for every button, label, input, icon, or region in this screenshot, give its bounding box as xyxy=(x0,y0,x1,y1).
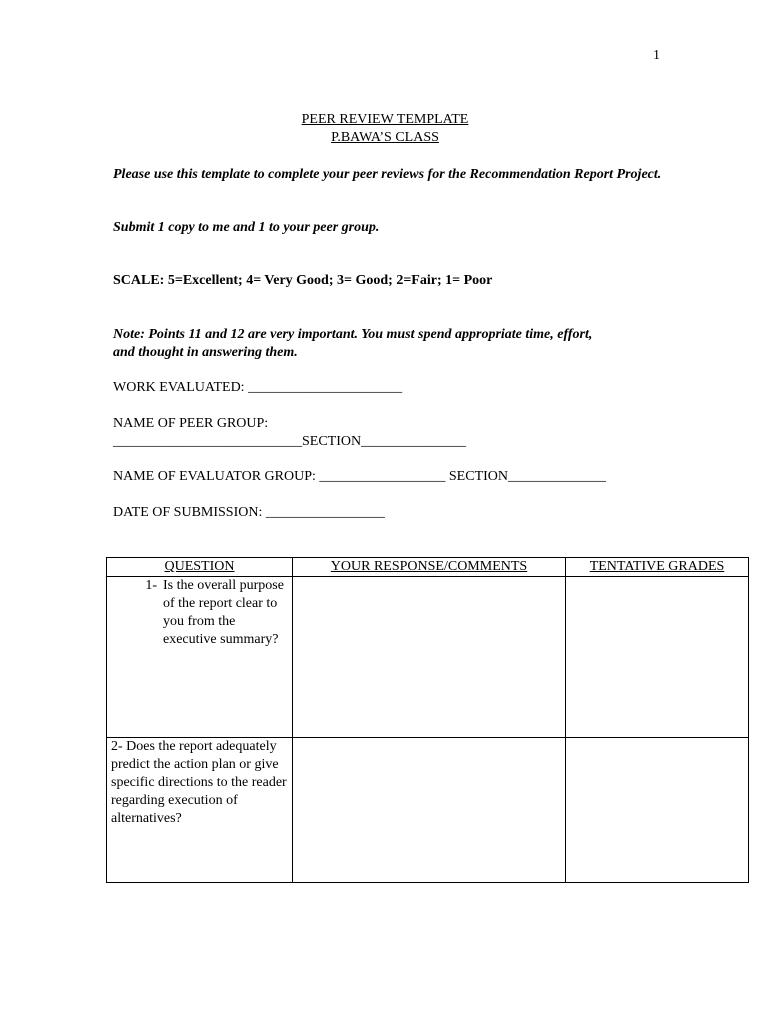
grade-cell[interactable] xyxy=(566,738,749,883)
response-cell[interactable] xyxy=(293,577,566,738)
header-response: YOUR RESPONSE/COMMENTS xyxy=(293,558,566,577)
question-cell xyxy=(107,577,293,738)
question-number: 1- xyxy=(145,578,157,593)
question-text: 2- Does the report adequately predict the action plan or give specific directions to the reader regarding execution of alternatives? xyxy=(111,739,287,826)
evaluator-group-field: NAME OF EVALUATOR GROUP: __________________ SECTION______________ xyxy=(113,469,607,484)
note-line-1: Note: Points 11 and 12 are very important. You must spend appropriate time, effort, xyxy=(113,327,593,342)
grade-cell[interactable] xyxy=(566,577,749,738)
intro-instructions: Please use this template to complete your peer reviews for the Recommendation Report Project. xyxy=(113,167,662,182)
work-evaluated-field: WORK EVALUATED: ______________________ xyxy=(113,380,403,395)
document-title: PEER REVIEW TEMPLATE xyxy=(301,112,469,127)
peer-review-table xyxy=(106,557,749,883)
table-header-row xyxy=(107,558,749,577)
document-subtitle: P.BAWA’S CLASS xyxy=(331,130,439,145)
submit-instructions: Submit 1 copy to me and 1 to your peer group. xyxy=(113,220,380,235)
table-row xyxy=(107,577,749,738)
peer-group-field: ___________________________SECTION_______________ xyxy=(113,434,467,449)
response-cell[interactable] xyxy=(293,738,566,883)
header-question: QUESTION xyxy=(107,558,293,577)
question-text: Is the overall purpose of the report clear to you from the executive summary? xyxy=(163,578,284,647)
note-line-2: and thought in answering them. xyxy=(113,345,298,360)
grading-scale: SCALE: 5=Excellent; 4= Very Good; 3= Good; 2=Fair; 1= Poor xyxy=(113,273,493,288)
header-grades: TENTATIVE GRADES xyxy=(566,558,749,577)
table-row xyxy=(107,738,749,883)
question-cell xyxy=(107,738,293,883)
peer-group-label: NAME OF PEER GROUP: xyxy=(113,416,269,431)
page-number: 1 xyxy=(653,48,660,63)
date-of-submission-field: DATE OF SUBMISSION: _________________ xyxy=(113,505,385,520)
